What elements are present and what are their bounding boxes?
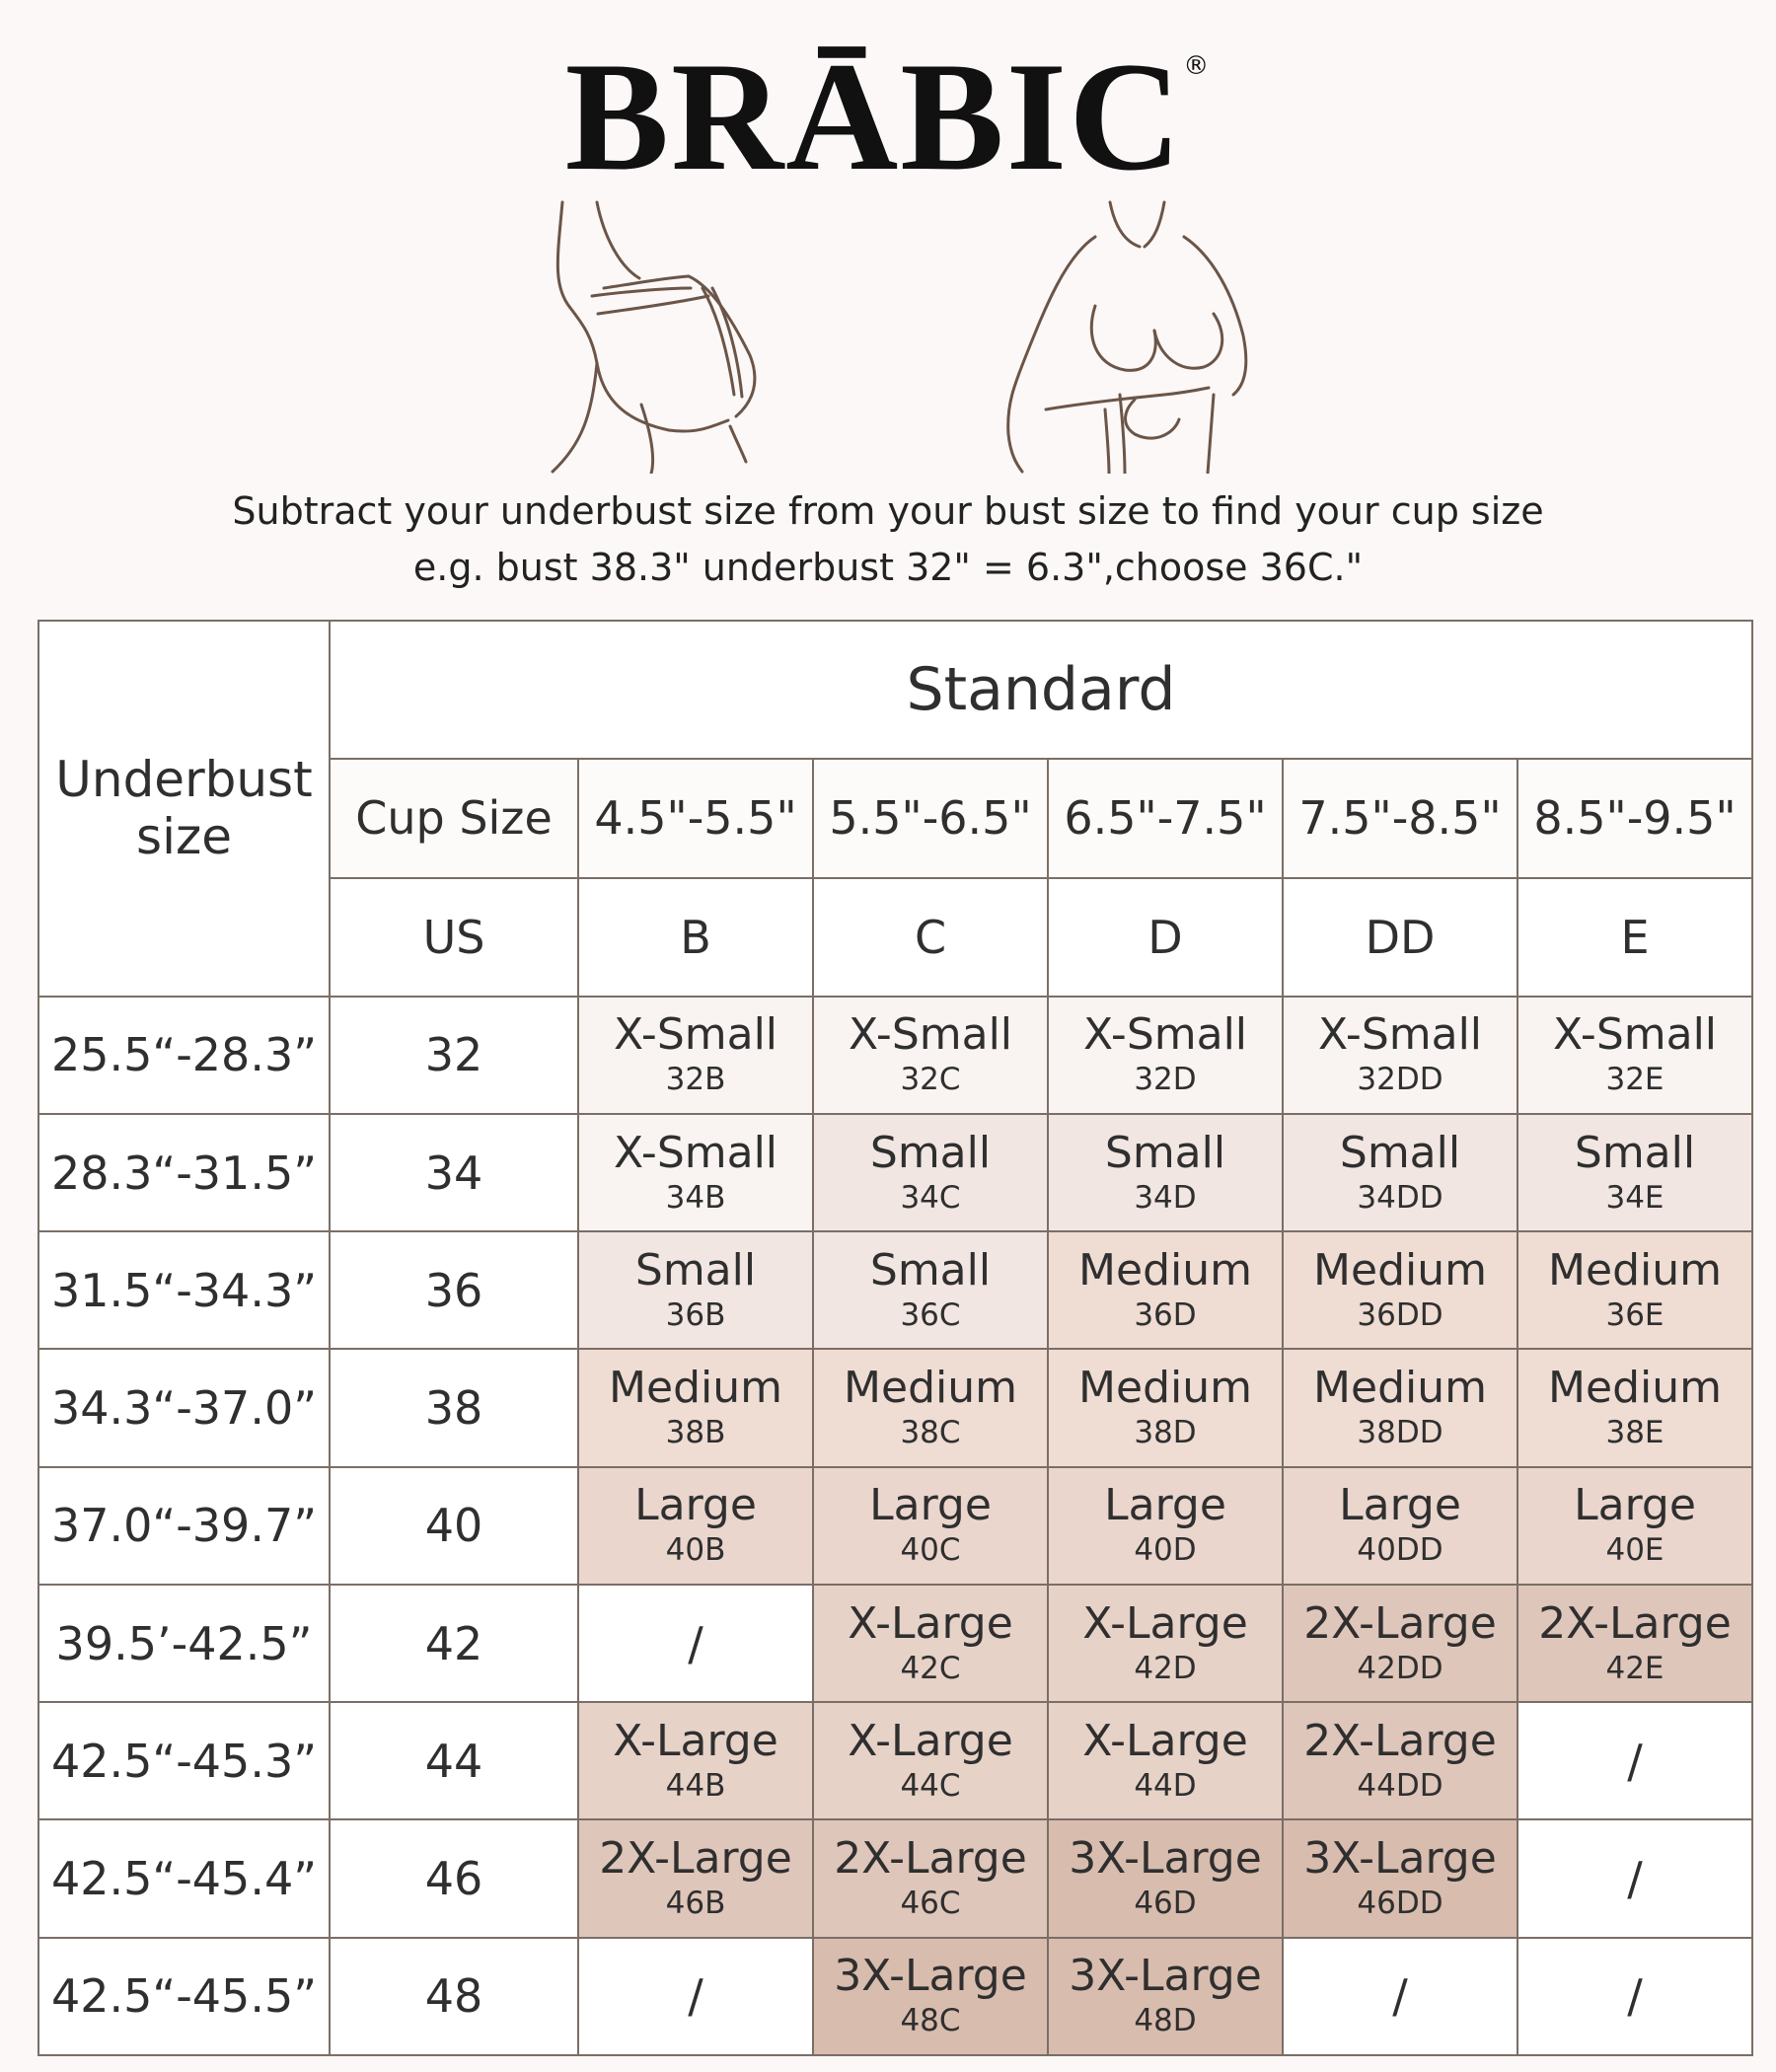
size-cell (813, 1467, 1048, 1585)
size-cell (1048, 1819, 1283, 1937)
size-code: 36DD (1357, 1296, 1443, 1333)
underbust-range-cell: 42.5“-45.4” (38, 1819, 330, 1937)
registered-mark: ® (1183, 51, 1212, 81)
underbust-range-cell: 25.5“-28.3” (38, 997, 330, 1114)
size-code: 44DD (1357, 1767, 1443, 1804)
size-cell (578, 1467, 813, 1585)
size-name: Medium (1548, 1363, 1722, 1414)
size-cell (1283, 1585, 1517, 1702)
size-name: X-Small (1082, 1009, 1248, 1061)
size-cell (813, 1114, 1048, 1231)
size-code: 44C (900, 1767, 961, 1804)
size-cell (1283, 1467, 1517, 1585)
size-code: 38D (1134, 1415, 1197, 1451)
size-code: 46B (665, 1886, 726, 1921)
size-cell (813, 1702, 1048, 1819)
us-band-cell: 48 (330, 1938, 578, 2055)
size-cell (813, 1819, 1048, 1937)
size-code: 32D (1134, 1062, 1197, 1098)
cup-range-header: 7.5"-8.5" (1283, 759, 1517, 877)
size-cell (1283, 1702, 1517, 1819)
size-code: 38E (1605, 1415, 1665, 1451)
not-available-cell: / (1517, 1938, 1752, 2055)
size-name: Medium (1078, 1244, 1252, 1295)
size-name: X-Small (1552, 1009, 1718, 1061)
us-band-cell: 32 (330, 997, 578, 1114)
us-band-cell: 42 (330, 1585, 578, 1702)
size-code: 36C (900, 1296, 961, 1333)
size-name: 2X-Large (599, 1833, 792, 1884)
size-name: X-Large (1082, 1597, 1248, 1649)
size-name: Large (1104, 1480, 1226, 1531)
size-name: Medium (1078, 1363, 1252, 1414)
standard-header: Standard (330, 621, 1752, 759)
size-code: 46C (900, 1886, 961, 1921)
table-row (38, 1585, 1752, 1702)
size-name: 2X-Large (1303, 1715, 1497, 1766)
size-code: 40DD (1357, 1532, 1443, 1569)
underbust-range-cell: 31.5“-34.3” (38, 1231, 330, 1349)
size-cell (578, 1349, 813, 1466)
size-name: Large (1574, 1480, 1696, 1531)
size-cell (1048, 1585, 1283, 1702)
size-cell (1517, 1467, 1752, 1585)
size-name: 2X-Large (1303, 1597, 1497, 1649)
size-name: Small (869, 1127, 992, 1178)
size-name: X-Large (848, 1715, 1013, 1766)
size-code: 42DD (1357, 1650, 1443, 1686)
size-cell (578, 1702, 813, 1819)
size-name: X-Small (613, 1009, 778, 1061)
size-name: Medium (1548, 1244, 1722, 1295)
size-cell (1283, 1114, 1517, 1231)
size-cell (1517, 997, 1752, 1114)
size-cell (578, 1231, 813, 1349)
size-code: 36E (1605, 1296, 1665, 1333)
underbust-size-header: Underbust size (38, 621, 330, 997)
size-name: 3X-Large (1303, 1833, 1497, 1884)
size-code: 42D (1134, 1650, 1197, 1686)
size-cell (1048, 1938, 1283, 2055)
size-cell (1283, 1231, 1517, 1349)
size-name: X-Large (848, 1597, 1013, 1649)
size-cell (578, 997, 813, 1114)
cup-letter-header: E (1517, 878, 1752, 997)
cup-range-header: 8.5"-9.5" (1517, 759, 1752, 877)
cup-size-label: Cup Size (330, 759, 578, 877)
size-name: 2X-Large (834, 1833, 1027, 1884)
table-row (38, 997, 1752, 1114)
size-code: 34B (665, 1179, 726, 1216)
size-cell (1283, 997, 1517, 1114)
table-row (38, 1702, 1752, 1819)
size-code: 32C (900, 1062, 961, 1098)
size-code: 34C (900, 1179, 961, 1216)
size-name: Small (1574, 1127, 1696, 1178)
size-name: X-Small (613, 1127, 778, 1178)
size-name: Small (634, 1244, 757, 1295)
size-name: Large (1339, 1480, 1461, 1531)
size-code: 32DD (1357, 1062, 1443, 1098)
underbust-range-cell: 28.3“-31.5” (38, 1114, 330, 1231)
underbust-range-cell: 39.5’-42.5” (38, 1585, 330, 1702)
size-cell (813, 1585, 1048, 1702)
size-cell (1048, 1231, 1283, 1349)
size-name: X-Small (848, 1009, 1013, 1061)
cup-size-instructions (0, 483, 1776, 596)
size-cell (1517, 1585, 1752, 1702)
cup-letter-header: DD (1283, 878, 1517, 997)
size-code: 42C (900, 1650, 961, 1686)
table-row (38, 1349, 1752, 1466)
cup-range-header: 4.5"-5.5" (578, 759, 813, 877)
brand-logo (0, 31, 1776, 203)
table-row (38, 1114, 1752, 1231)
size-name: Large (634, 1480, 757, 1531)
underbust-range-cell: 34.3“-37.0” (38, 1349, 330, 1466)
underbust-range-cell: 42.5“-45.5” (38, 1938, 330, 2055)
size-name: Small (869, 1244, 992, 1295)
size-name: X-Large (1082, 1715, 1248, 1766)
cup-letter-header: B (578, 878, 813, 997)
size-code: 40C (900, 1532, 961, 1569)
size-code: 42E (1605, 1650, 1665, 1686)
table-row (38, 1467, 1752, 1585)
cup-letter-header: D (1048, 878, 1283, 997)
size-cell (1048, 1349, 1283, 1466)
size-code: 44D (1134, 1767, 1197, 1804)
size-code: 32E (1605, 1062, 1665, 1098)
size-name: Medium (1313, 1244, 1487, 1295)
size-code: 36B (665, 1296, 726, 1333)
size-cell (578, 1819, 813, 1937)
size-cell (813, 1938, 1048, 2055)
cup-letter-header: C (813, 878, 1048, 997)
size-code: 38C (900, 1415, 961, 1451)
size-name: 3X-Large (1069, 1951, 1262, 2002)
us-band-cell: 40 (330, 1467, 578, 1585)
size-name: Medium (609, 1363, 782, 1414)
size-code: 34E (1605, 1179, 1665, 1216)
size-code: 40B (665, 1532, 726, 1569)
size-cell (1048, 1467, 1283, 1585)
size-cell (813, 997, 1048, 1114)
not-available-cell: / (1283, 1938, 1517, 2055)
size-code: 36D (1134, 1296, 1197, 1333)
size-name: 3X-Large (1069, 1833, 1262, 1884)
us-band-cell: 44 (330, 1702, 578, 1819)
underbust-measure-figure (553, 202, 755, 474)
bust-measure-figure (1008, 202, 1246, 474)
size-cell (1283, 1349, 1517, 1466)
us-band-cell: 36 (330, 1231, 578, 1349)
instruction-line-1: Subtract your underbust size from your bust size to find your cup size (232, 489, 1544, 533)
size-cell (1517, 1349, 1752, 1466)
not-available-cell: / (578, 1938, 813, 2055)
size-cell (1048, 1114, 1283, 1231)
not-available-cell: / (1517, 1819, 1752, 1937)
table-row (38, 1938, 1752, 2055)
size-code: 48C (900, 2003, 961, 2039)
instruction-line-2: e.g. bust 38.3" underbust 32" = 6.3",choose 36C." (412, 546, 1364, 589)
size-cell (1048, 1702, 1283, 1819)
table-row (38, 1819, 1752, 1937)
size-name: X-Large (613, 1715, 778, 1766)
size-code: 34DD (1357, 1179, 1443, 1216)
size-chart-table (37, 620, 1753, 2056)
cup-range-header: 5.5"-6.5" (813, 759, 1048, 877)
size-name: Small (1339, 1127, 1461, 1178)
size-cell (578, 1114, 813, 1231)
size-cell (1517, 1114, 1752, 1231)
size-code: 46DD (1357, 1886, 1443, 1921)
size-cell (813, 1231, 1048, 1349)
size-name: Medium (1313, 1363, 1487, 1414)
size-code: 38B (665, 1415, 726, 1451)
us-band-cell: 38 (330, 1349, 578, 1466)
us-label: US (330, 878, 578, 997)
size-code: 46D (1134, 1886, 1197, 1921)
underbust-range-cell: 42.5“-45.3” (38, 1702, 330, 1819)
size-cell (813, 1349, 1048, 1466)
us-band-cell: 46 (330, 1819, 578, 1937)
size-code: 48D (1134, 2003, 1197, 2039)
cup-range-header: 6.5"-7.5" (1048, 759, 1283, 877)
underbust-range-cell: 37.0“-39.7” (38, 1467, 330, 1585)
size-code: 38DD (1357, 1415, 1443, 1451)
size-name: Small (1104, 1127, 1226, 1178)
size-name: Medium (844, 1363, 1017, 1414)
size-cell (1517, 1231, 1752, 1349)
not-available-cell: / (578, 1585, 813, 1702)
table-row (38, 1231, 1752, 1349)
size-name: 2X-Large (1538, 1597, 1732, 1649)
size-code: 34D (1134, 1179, 1197, 1216)
size-name: Large (869, 1480, 992, 1531)
us-band-cell: 34 (330, 1114, 578, 1231)
size-name: 3X-Large (834, 1951, 1027, 2002)
size-code: 40E (1605, 1532, 1665, 1569)
size-cell (1283, 1819, 1517, 1937)
brand-name: BRĀBIC (564, 31, 1184, 203)
not-available-cell: / (1517, 1702, 1752, 1819)
size-code: 44B (665, 1767, 726, 1804)
size-cell (1048, 997, 1283, 1114)
size-code: 32B (665, 1062, 726, 1098)
size-name: X-Small (1317, 1009, 1483, 1061)
measuring-illustrations (0, 197, 1776, 474)
size-code: 40D (1134, 1532, 1197, 1569)
